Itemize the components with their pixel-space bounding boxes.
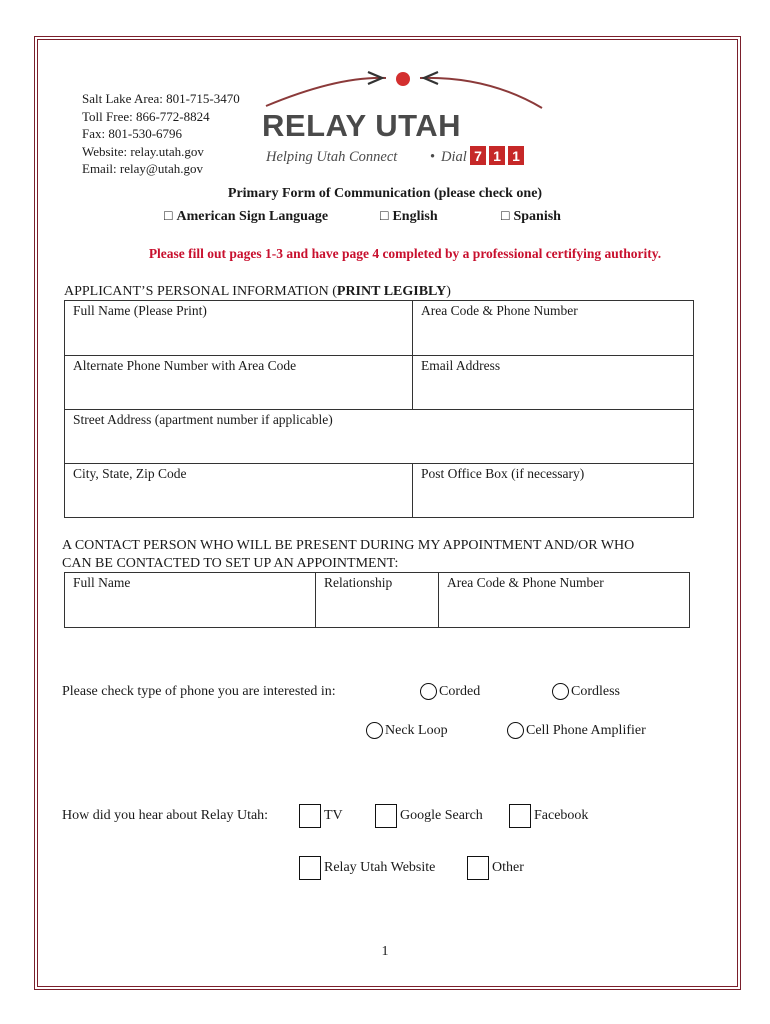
radio-corded-label: Corded: [439, 683, 481, 699]
radio-cordless-circle[interactable]: [552, 683, 569, 700]
check-facebook[interactable]: [509, 804, 588, 828]
check-google-search[interactable]: [375, 804, 483, 828]
check-facebook-box[interactable]: [509, 804, 531, 828]
option-spanish[interactable]: [501, 209, 561, 225]
po-box-field[interactable]: [413, 464, 694, 518]
logo-digit-1b: 1: [512, 148, 520, 164]
alt-phone-field[interactable]: [65, 356, 413, 410]
contact-info: [82, 90, 240, 178]
phone-label: Area Code & Phone Number: [421, 303, 578, 318]
contact-email: Email: relay@utah.gov: [82, 161, 203, 176]
contact-person-heading-line1: A CONTACT PERSON WHO WILL BE PRESENT DURING MY APPOINTMENT AND/OR WHO: [62, 538, 635, 553]
logo-tagline: Helping Utah Connect: [266, 149, 398, 165]
contact-phone-field[interactable]: [439, 573, 690, 628]
check-facebook-label: Facebook: [534, 808, 589, 823]
logo-name: RELAY UTAH: [262, 108, 462, 143]
relationship-label: Relationship: [324, 575, 393, 590]
radio-cordless[interactable]: [552, 683, 620, 700]
check-other-label: Other: [492, 860, 524, 875]
check-tv-box[interactable]: [299, 804, 321, 828]
radio-neck-loop[interactable]: [366, 722, 448, 739]
contact-fax: Fax: 801-530-6796: [82, 126, 183, 141]
email-field[interactable]: [413, 356, 694, 410]
contact-person-heading: [62, 537, 634, 573]
option-spanish-label: Spanish: [513, 209, 561, 224]
check-other-box[interactable]: [467, 856, 489, 880]
relay-utah-logo: [258, 66, 548, 176]
po-box-label: Post Office Box (if necessary): [421, 466, 585, 481]
svg-text:•: •: [430, 149, 436, 165]
contact-toll-free: Toll Free: 866-772-8824: [82, 108, 210, 124]
radio-cordless-label: Cordless: [571, 683, 620, 699]
option-english-label: English: [392, 209, 438, 224]
checkbox-asl[interactable]: □: [164, 209, 173, 224]
contact-website: Website: relay.utah.gov: [82, 143, 204, 159]
check-tv-label: TV: [324, 808, 343, 823]
applicant-heading-bold: PRINT LEGIBLY: [336, 284, 447, 299]
communication-title: Primary Form of Communication (please check one): [227, 186, 543, 201]
radio-cell-amplifier-circle[interactable]: [507, 722, 524, 739]
option-asl[interactable]: [164, 209, 328, 225]
street-address-field[interactable]: [65, 410, 694, 464]
check-relay-website[interactable]: [299, 856, 435, 880]
radio-neck-loop-label: Neck Loop: [385, 722, 448, 738]
contact-person-heading-line2: CAN BE CONTACTED TO SET UP AN APPOINTMENT:: [62, 556, 399, 571]
check-tv[interactable]: [299, 804, 343, 828]
check-relay-website-label: Relay Utah Website: [324, 860, 436, 875]
checkbox-spanish[interactable]: □: [501, 209, 510, 224]
logo-dial-label: Dial: [441, 149, 467, 165]
applicant-heading: [64, 283, 451, 301]
check-other[interactable]: [467, 856, 524, 880]
phone-field[interactable]: [413, 301, 694, 356]
contact-salt-lake: Salt Lake Area: 801-715-3470: [82, 91, 240, 106]
full-name-label: Full Name (Please Print): [73, 303, 207, 318]
check-relay-website-box[interactable]: [299, 856, 321, 880]
instructions-notice: Please fill out pages 1-3 and have page 4 completed by a professional certifying authority.: [148, 246, 662, 261]
logo-digit-7: 7: [474, 148, 482, 164]
page-number: 1: [381, 944, 389, 959]
radio-cell-amplifier[interactable]: [507, 722, 646, 739]
option-english[interactable]: [380, 209, 438, 225]
radio-neck-loop-circle[interactable]: [366, 722, 383, 739]
city-state-zip-label: City, State, Zip Code: [73, 466, 187, 481]
radio-cell-amplifier-label: Cell Phone Amplifier: [526, 722, 646, 738]
contact-full-name-field[interactable]: [65, 573, 316, 628]
option-asl-label: American Sign Language: [176, 209, 329, 224]
street-address-label: Street Address (apartment number if applicable): [73, 412, 333, 427]
phone-type-prompt: Please check type of phone you are interested in:: [62, 684, 336, 699]
applicant-heading-suffix: ): [446, 284, 451, 299]
check-google-search-label: Google Search: [400, 808, 483, 823]
email-label: Email Address: [421, 358, 501, 373]
contact-phone-label: Area Code & Phone Number: [447, 575, 604, 590]
relationship-field[interactable]: [316, 573, 439, 628]
check-google-search-box[interactable]: [375, 804, 397, 828]
contact-person-table: [64, 572, 690, 628]
applicant-table: [64, 300, 694, 518]
alt-phone-label: Alternate Phone Number with Area Code: [73, 358, 297, 373]
hear-about-prompt: How did you hear about Relay Utah:: [62, 808, 269, 823]
city-state-zip-field[interactable]: [65, 464, 413, 518]
contact-full-name-label: Full Name: [73, 575, 131, 590]
checkbox-english[interactable]: □: [380, 209, 389, 224]
full-name-field[interactable]: [65, 301, 413, 356]
radio-corded-circle[interactable]: [420, 683, 437, 700]
logo-digit-1a: 1: [493, 148, 501, 164]
applicant-heading-prefix: APPLICANT’S PERSONAL INFORMATION (: [64, 284, 337, 299]
radio-corded[interactable]: [420, 683, 480, 700]
